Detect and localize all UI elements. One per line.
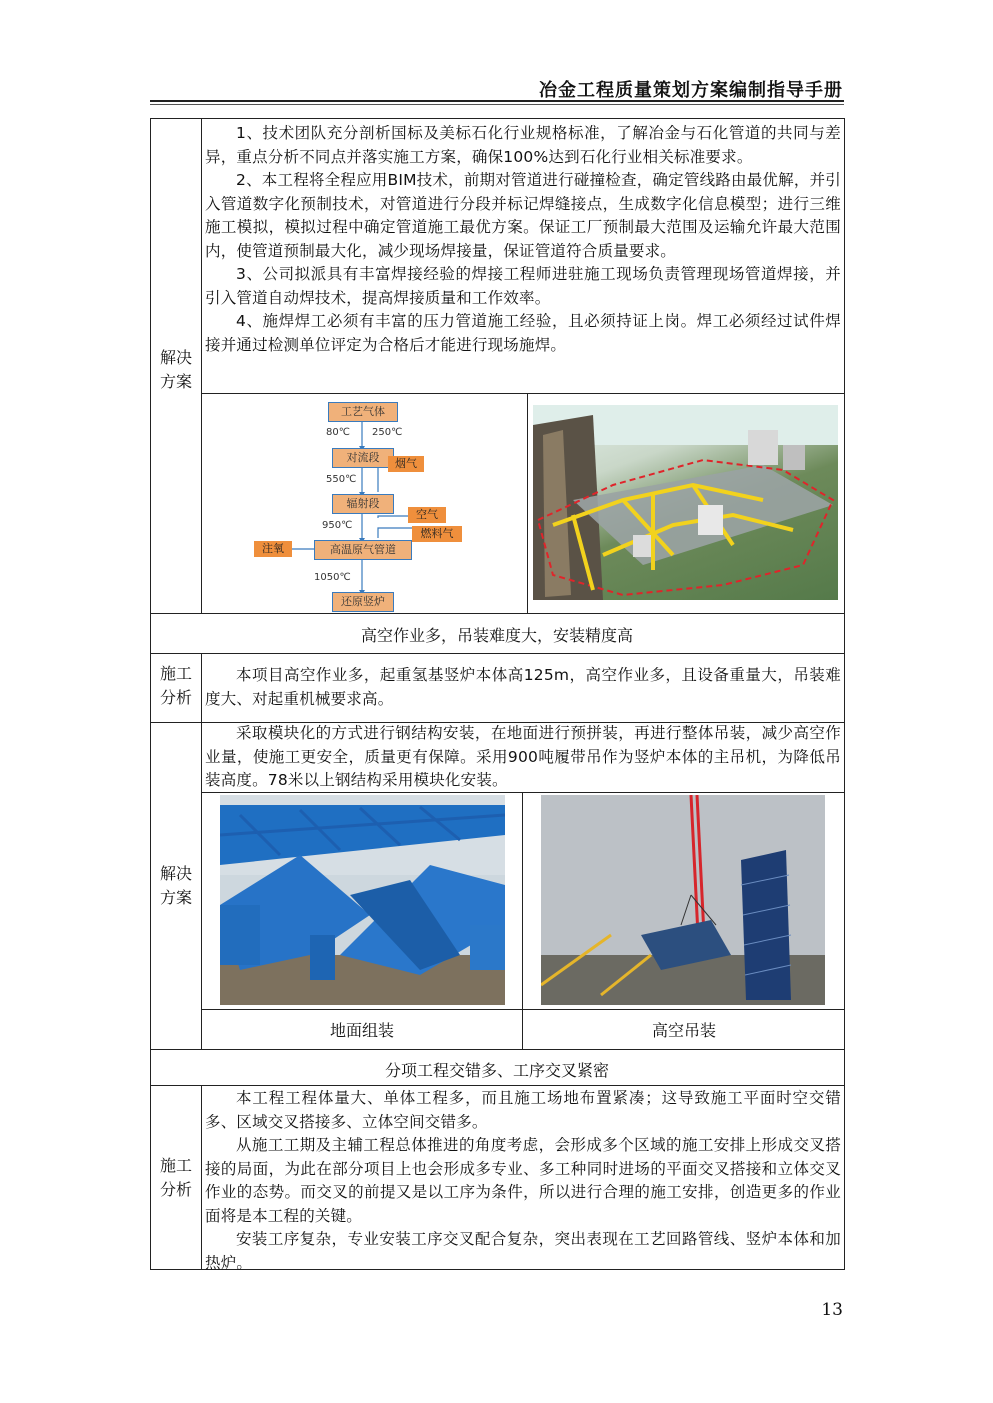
image-divider [527, 393, 528, 613]
section-title: 分项工程交错多、工序交叉紧密 [384, 1061, 609, 1080]
flow-temp: 950℃ [322, 520, 353, 531]
row-divider [150, 653, 845, 654]
header-rule [150, 100, 844, 102]
lifting-image [541, 795, 825, 1005]
solution-paragraph: 4、施焊焊工必须有丰富的压力管道施工经验，且必须持证上岗。焊工必须经过试件焊接并通过检测单位评定为合格后才能进行现场施焊。 [205, 312, 841, 354]
analysis-label: 施工 分析 [159, 1156, 192, 1199]
solution-label: 解决 方案 [159, 864, 192, 907]
flow-side-oxygen: 注氧 [254, 541, 292, 557]
ground-assembly-caption: 地面组装 [329, 1021, 394, 1040]
analysis-text [205, 664, 841, 711]
flow-temp: 250℃ [372, 427, 403, 438]
analysis-paragraph: 从施工工期及主辅工程总体推进的角度考虑，会形成多个区域的施工安排上形成交叉搭接的局面，为此在部分项目上也会形成多专业、多工种同时进场的平面交叉搭接和立体交叉作业的态势。而交叉的前提又是以工序为条件，所以进行合理的施工安排，创造更多的作业面将是本工程的关键。 [205, 1136, 841, 1225]
flow-side-flue-gas: 烟气 [388, 456, 424, 472]
analysis-paragraph: 安装工序复杂，专业安装工序交叉配合复杂，突出表现在工艺回路管线、竖炉本体和加热炉。 [205, 1230, 841, 1272]
flow-node-hot-gas-pipe: 高温原气管道 [314, 540, 412, 560]
process-flow-diagram [202, 394, 527, 613]
solution-paragraph: 2、本工程将全程应用BIM技术，前期对管道进行碰撞检查，确定管线路由最优解，并引入管道数字化预制技术，对管道进行分段并标记焊缝接点，生成数字化信息模型；进行三维施工模拟，模拟过程中确定管道施工最优方案。保证工厂预制最大范围及运输允许最大范围内，使管道预制最大化，减少现场焊接量，保证管道符合质量要求。 [205, 171, 841, 260]
image-divider [522, 792, 523, 1049]
flow-node-convection: 对流段 [332, 448, 394, 468]
flow-node-shaft-furnace: 还原竖炉 [332, 592, 394, 612]
bim-model-image [533, 405, 838, 600]
lifting-caption: 高空吊装 [651, 1021, 716, 1040]
flow-side-air: 空气 [408, 507, 446, 523]
row-divider [150, 1049, 845, 1050]
analysis-paragraph: 本项目高空作业多，起重氢基竖炉本体高125m，高空作业多，且设备重量大，吊装难度大、对起重机械要求高。 [205, 666, 841, 708]
solution-text [205, 122, 841, 357]
page-header-title: 冶金工程质量策划方案编制指导手册 [539, 80, 843, 101]
row-divider [150, 1085, 845, 1086]
analysis-text [205, 1087, 841, 1275]
label-column-divider [201, 653, 202, 1049]
section-title: 高空作业多，吊装难度大，安装精度高 [360, 626, 633, 645]
row-divider [201, 1009, 845, 1010]
flow-temp: 1050℃ [314, 572, 351, 583]
analysis-paragraph: 本工程工程体量大、单体工程多，而且施工场地布置紧凑；这导致施工平面时空交错多、区域交叉搭接多、立体空间交错多。 [205, 1089, 841, 1131]
solution-paragraph: 采取模块化的方式进行钢结构安装，在地面进行预拼装，再进行整体吊装，减少高空作业量，使施工更安全，质量更有保障。采用900吨履带吊作为竖炉本体的主吊机，为降低吊装高度。78米以上钢结构采用模块化安装。 [205, 724, 841, 789]
flow-temp: 550℃ [326, 474, 357, 485]
ground-assembly-image [220, 795, 505, 1005]
solution-text [205, 722, 841, 793]
flow-node-radiant: 辐射段 [332, 494, 394, 514]
header-rule-thin [150, 104, 844, 105]
analysis-label: 施工 分析 [159, 664, 192, 707]
flow-side-fuel-gas: 燃料气 [412, 526, 462, 542]
flow-node-process-gas: 工艺气体 [328, 402, 398, 422]
page-number: 13 [821, 1300, 843, 1320]
solution-label: 解决 方案 [159, 348, 192, 391]
solution-paragraph: 3、公司拟派具有丰富焊接经验的焊接工程师进驻施工现场负责管理现场管道焊接，并引入管道自动焊技术，提高焊接质量和工作效率。 [205, 265, 841, 307]
flow-temp: 80℃ [326, 427, 350, 438]
row-divider [150, 613, 845, 614]
solution-paragraph: 1、技术团队充分剖析国标及美标石化行业规格标准，了解冶金与石化管道的共同与差异，重点分析不同点并落实施工方案，确保100%达到石化行业相关标准要求。 [205, 124, 841, 166]
